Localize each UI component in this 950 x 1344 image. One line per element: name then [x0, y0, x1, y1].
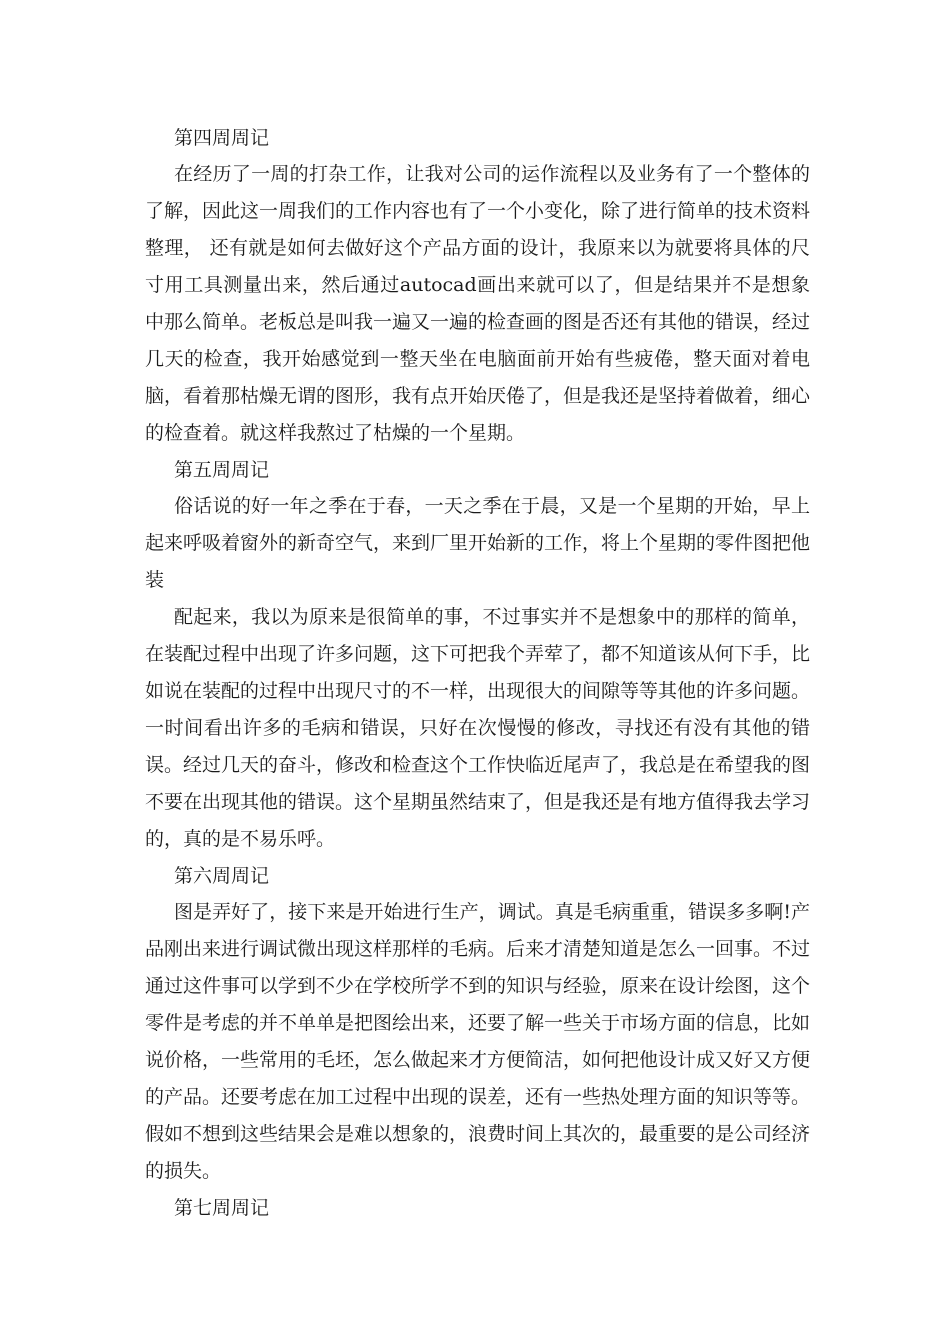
section-heading-week7: 第七周周记	[174, 1197, 270, 1219]
section-heading-week6: 第六周周记	[174, 865, 270, 887]
paragraph-week5-part1: 俗话说的好一年之季在于春，一天之季在于晨，又是一个星期的开始，早上起来呼吸着窗外的新奇空气，来到厂里开始新的工作，将上个星期的零件图把他装	[145, 495, 811, 591]
document-page	[145, 120, 810, 1226]
section-heading-week5: 第五周周记	[174, 459, 270, 481]
paragraph-week6: 图是弄好了，接下来是开始进行生产，调试。真是毛病重重，错误多多啊!产品刚出来进行调试微出现这样那样的毛病。后来才清楚知道是怎么一回事。不过通过这件事可以学到不少在学校所学不到的知识与经验，原来在设计绘图，这个零件是考虑的并不单单是把图绘出来，还要了解一些关于市场方面的信息，比如说价格，一些常用的毛坯，怎么做起来才方便简洁，如何把他设计成又好又方便的产品。还要考虑在加工过程中出现的误差，还有一些热处理方面的知识等等。假如不想到这些结果会是难以想象的，浪费时间上其次的，最重要的是公司经济的损失。	[145, 901, 811, 1182]
paragraph-week4: 在经历了一周的打杂工作，让我对公司的运作流程以及业务有了一个整体的了解，因此这一周我们的工作内容也有了一个小变化，除了进行简单的技术资料整理， 还有就是如何去做好这个产品方面的设计，我原来以为就要将具体的尺寸用工具测量出来，然后通过autocad画出来就可以了，但是结果并不是想象中那么简单。老板总是叫我一遍又一遍的检查画的图是否还有其他的错误，经过几天的检查，我开始感觉到一整天坐在电脑面前开始有些疲倦，整天面对着电脑，看着那枯燥无谓的图形，我有点开始厌倦了，但是我还是坚持着做着，细心的检查着。就这样我熬过了枯燥的一个星期。	[145, 163, 811, 444]
section-heading-week4: 第四周周记	[174, 127, 270, 149]
paragraph-week5-part2: 配起来，我以为原来是很简单的事，不过事实并不是想象中的那样的简单，在装配过程中出现了许多问题，这下可把我个弄荤了，都不知道该从何下手，比如说在装配的过程中出现尺寸的不一样，出现很大的间隙等等其他的许多问题。一时间看出许多的毛病和错误，只好在次慢慢的修改，寻找还有没有其他的错误。经过几天的奋斗，修改和检查这个工作快临近尾声了，我总是在希望我的图不要在出现其他的错误。这个星期虽然结束了，但是我还是有地方值得我去学习的，真的是不易乐呼。	[145, 606, 811, 850]
